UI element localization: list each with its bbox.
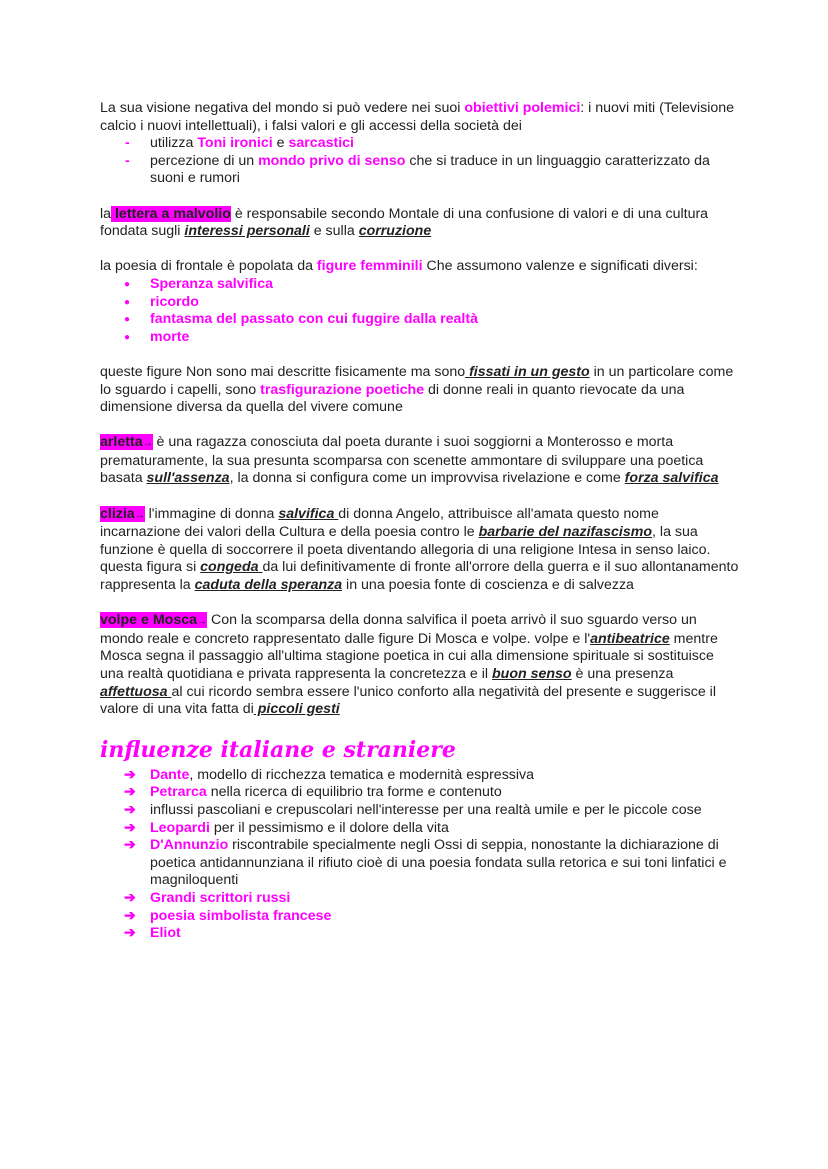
document-page (100, 100, 740, 943)
list-item: - percezione di un mondo privo di senso che si traduce in un linguaggio caratterizzato da suoni e rumori (100, 153, 740, 188)
arrow-icon: ➔ (124, 801, 136, 818)
highlight-arletta: arletta→ (100, 434, 153, 451)
list-item: ● Speranza salvifica (100, 276, 740, 294)
list-item: ● ricordo (100, 294, 740, 312)
paragraph-arletta: arletta→ è una ragazza conosciuta dal poeta durante i suoi soggiorni a Monterosso e morta prematuramente, la sua presunta scomparsa con scenette ammontare di sviluppare una poetica basata sull'assenza, la donna si configura come un improvvisa rivelazione e come forza salvifica (100, 434, 719, 487)
paragraph-clizia: clizia→ l'immagine di donna salvifica di donna Angelo, attribuisce all'amata questo nome incarnazione dei valori della Cultura e della poesia contro le barbarie del nazifascismo, la sua funzione è quella di soccorrere il poeta diventando allegoria di una religione Intesa in senso laico. questa figura si congeda da lui definitivamente di fronte all'orrore della guerra e il suo allontanamento rappresenta la caduta della speranza in una poesia fonte di coscienza e di salvezza (100, 505, 739, 594)
list-item: - utilizza Toni ironici e sarcastici (100, 135, 740, 153)
list-item: ● morte (100, 329, 740, 347)
list-figure (100, 276, 740, 346)
arrow-icon: → (142, 438, 153, 450)
arrow-icon: ➔ (124, 907, 136, 924)
arrow-icon: ➔ (124, 925, 136, 942)
paragraph-figure-femminili: la poesia di frontale è popolata da figure femminili Che assumono valenze e significati diversi: (100, 258, 698, 275)
section-title: influenze italiane e straniere (100, 736, 456, 763)
list-item: ● fantasma del passato con cui fuggire dalla realtà (100, 311, 740, 329)
paragraph-fissati: queste figure Non sono mai descritte fisicamente ma sono fissati in un gesto in un particolare come lo sguardo i capelli, sono trasfigurazione poetiche di donne reali in quanto rievocate da una dimensione diversa da quella del vivere comune (100, 363, 734, 416)
arrow-icon: → (134, 509, 145, 521)
arrow-icon: ➔ (124, 819, 136, 836)
list-item: ➔ Petrarca nella ricerca di equilibrio tra forme e contenuto (124, 784, 502, 801)
highlight-clizia: clizia→ (100, 505, 145, 522)
arrow-icon: ➔ (124, 837, 136, 854)
list-item: ➔ poesia simbolista francese (124, 907, 332, 924)
paragraph-visione: La sua visione negativa del mondo si può vedere nei suoi obiettivi polemici: i nuovi miti (Televisione calcio i nuovi intellettuali), i falsi valori e gli accessi della società dei (100, 100, 735, 134)
list-item: ➔ Eliot (124, 925, 181, 942)
paragraph-volpe-mosca: volpe e Mosca→ Con la scomparsa della donna salvifica il poeta arrivò il suo sguardo verso un mondo reale e concreto rappresentato dalle figure Di Mosca e volpe. volpe e l'antibeatrice mentre Mosca segna il passaggio all'ultima stagione poetica in cui alla dimensione spirituale si sostituisce una realtà quotidiana e privata rappresenta la concretezza e il buon senso è una presenza affettuosa al cui ricordo sembra essere l'unico conforto alla negatività del presente e suggerisce il valore di una vita fatta di piccoli gesti (100, 612, 718, 718)
list-item: ➔ Leopardi per il pessimismo e il dolore della vita (124, 819, 449, 836)
list-item: ➔ influssi pascoliani e crepuscolari nell'interesse per una realtà umile e per le piccole cose (124, 801, 702, 818)
highlight-volpe-mosca: volpe e Mosca→ (100, 612, 207, 629)
keyword-obiettivi-polemici: obiettivi polemici (464, 100, 581, 116)
list-influenze (100, 767, 740, 943)
arrow-icon: ➔ (124, 784, 136, 801)
arrow-icon: ➔ (124, 889, 136, 906)
list-item: ➔ Dante, modello di ricchezza tematica e modernità espressiva (124, 766, 535, 783)
arrow-icon: ➔ (124, 766, 136, 783)
highlight-lettera-malvolio: lettera a malvolio (111, 205, 231, 222)
paragraph-malvolio: la lettera a malvolio è responsabile secondo Montale di una confusione di valori e di una cultura fondata sugli interessi personali e sulla corruzione (100, 205, 709, 240)
list-item: ➔ D'Annunzio riscontrabile specialmente negli Ossi di seppia, nonostante la dichiarazione di poetica antidannunziana il rifiuto cioè di una poesia fondata sulla retorica e sui toni linfatici e magniloquenti (124, 837, 727, 889)
list-visione (100, 135, 740, 188)
list-item: ➔ Grandi scrittori russi (124, 889, 291, 906)
arrow-icon: → (197, 616, 207, 628)
